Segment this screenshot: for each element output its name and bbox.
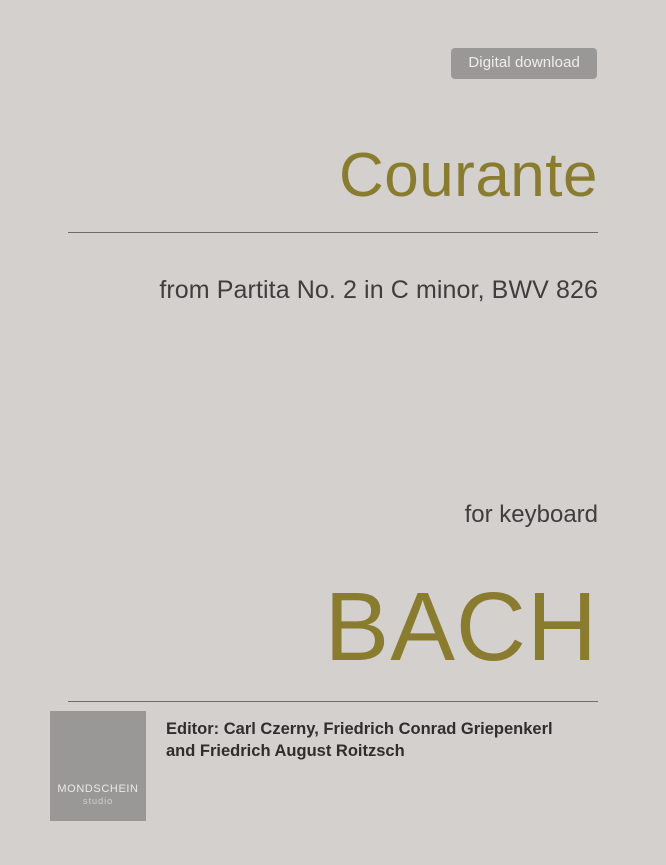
digital-download-badge: Digital download bbox=[451, 48, 597, 79]
composer-name: BACH bbox=[324, 572, 598, 681]
publisher-sublabel: studio bbox=[82, 796, 114, 807]
publisher-name: MONDSCHEIN bbox=[57, 782, 139, 795]
editor-credit: Editor: Carl Czerny, Friedrich Conrad Griepenkerl and Friedrich August Roitzsch bbox=[166, 720, 553, 761]
title-divider bbox=[68, 232, 598, 233]
instrumentation-label: for keyboard bbox=[464, 501, 598, 528]
publisher-logo bbox=[50, 711, 146, 821]
composer-divider bbox=[68, 701, 598, 702]
page-title: Courante bbox=[338, 141, 598, 210]
page-subtitle: from Partita No. 2 in C minor, BWV 826 bbox=[159, 276, 598, 304]
